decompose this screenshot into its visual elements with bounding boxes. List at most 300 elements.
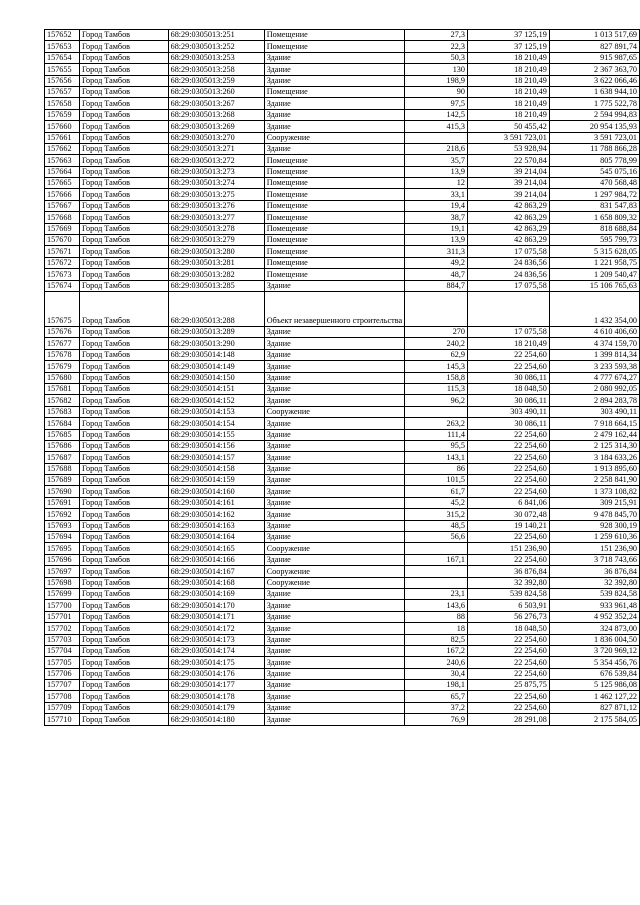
cell-object-type: Здание — [264, 75, 404, 86]
cell-row-number: 157708 — [45, 691, 80, 702]
cell-cadastral-number: 68:29:0305013:274 — [168, 178, 264, 189]
cell-cadastral-number: 68:29:0305014:155 — [168, 429, 264, 440]
cell-cadastral-number: 68:29:0305014:174 — [168, 645, 264, 656]
cell-specific-value: 22 254,60 — [467, 349, 549, 360]
cell-object-type: Здание — [264, 338, 404, 349]
cell-cadastral-value: 324 873,00 — [549, 623, 639, 634]
table-row — [45, 475, 640, 486]
cell-cadastral-number: 68:29:0305014:158 — [168, 463, 264, 474]
table-row — [45, 349, 640, 360]
table-row — [45, 235, 640, 246]
cell-area: 240,2 — [405, 338, 468, 349]
cell-municipality: Город Тамбов — [80, 200, 169, 211]
cell-object-type: Здание — [264, 657, 404, 668]
cell-municipality: Город Тамбов — [80, 189, 169, 200]
table-row — [45, 634, 640, 645]
table-row — [45, 486, 640, 497]
cell-cadastral-value: 1 913 895,60 — [549, 463, 639, 474]
cell-cadastral-number: 68:29:0305014:171 — [168, 611, 264, 622]
cell-specific-value: 18 210,49 — [467, 98, 549, 109]
cell-row-number: 157667 — [45, 200, 80, 211]
cell-municipality: Город Тамбов — [80, 155, 169, 166]
cell-row-number: 157657 — [45, 86, 80, 97]
cell-specific-value: 22 254,60 — [467, 486, 549, 497]
cell-area: 48,5 — [405, 520, 468, 531]
cell-row-number: 157670 — [45, 235, 80, 246]
cell-object-type: Сооружение — [264, 406, 404, 417]
cell-area: 263,2 — [405, 418, 468, 429]
cell-specific-value: 6 841,06 — [467, 497, 549, 508]
cell-specific-value: 25 875,75 — [467, 680, 549, 691]
cell-cadastral-value: 1 209 540,47 — [549, 269, 639, 280]
cell-cadastral-number: 68:29:0305013:252 — [168, 41, 264, 52]
cell-specific-value: 22 254,60 — [467, 440, 549, 451]
table-row — [45, 623, 640, 634]
cell-cadastral-number: 68:29:0305014:172 — [168, 623, 264, 634]
cell-row-number: 157678 — [45, 349, 80, 360]
table-row — [45, 30, 640, 41]
cell-municipality: Город Тамбов — [80, 41, 169, 52]
cell-municipality: Город Тамбов — [80, 691, 169, 702]
cell-cadastral-value: 1 297 984,72 — [549, 189, 639, 200]
cell-area: 884,7 — [405, 280, 468, 291]
cell-object-type: Здание — [264, 121, 404, 132]
cell-area: 61,7 — [405, 486, 468, 497]
cell-cadastral-number: 68:29:0305013:269 — [168, 121, 264, 132]
cell-object-type: Помещение — [264, 257, 404, 268]
cell-cadastral-number: 68:29:0305013:253 — [168, 52, 264, 63]
cell-row-number: 157676 — [45, 326, 80, 337]
cell-object-type: Здание — [264, 668, 404, 679]
table-row — [45, 588, 640, 599]
cell-specific-value: 22 254,60 — [467, 702, 549, 713]
cell-object-type: Здание — [264, 98, 404, 109]
cell-object-type: Здание — [264, 475, 404, 486]
cell-specific-value: 24 836,56 — [467, 269, 549, 280]
cell-row-number: 157683 — [45, 406, 80, 417]
cell-cadastral-number: 68:29:0305014:166 — [168, 554, 264, 565]
cell-municipality: Город Тамбов — [80, 520, 169, 531]
cell-object-type: Помещение — [264, 30, 404, 41]
cell-municipality: Город Тамбов — [80, 440, 169, 451]
cell-municipality: Город Тамбов — [80, 702, 169, 713]
cell-municipality: Город Тамбов — [80, 532, 169, 543]
cell-municipality: Город Тамбов — [80, 166, 169, 177]
cell-object-type: Здание — [264, 395, 404, 406]
cell-cadastral-number: 68:29:0305014:177 — [168, 680, 264, 691]
cell-cadastral-value: 5 125 986,08 — [549, 680, 639, 691]
cell-specific-value: 18 210,49 — [467, 109, 549, 120]
cell-cadastral-value: 303 490,11 — [549, 406, 639, 417]
cell-area: 198,1 — [405, 680, 468, 691]
cell-row-number: 157691 — [45, 497, 80, 508]
cell-cadastral-value: 831 547,83 — [549, 200, 639, 211]
table-row — [45, 132, 640, 143]
cell-municipality: Город Тамбов — [80, 623, 169, 634]
cell-cadastral-number: 68:29:0305014:161 — [168, 497, 264, 508]
cell-cadastral-value: 15 106 765,63 — [549, 280, 639, 291]
table-row — [45, 75, 640, 86]
table-row — [45, 600, 640, 611]
cell-specific-value: 39 214,04 — [467, 189, 549, 200]
cell-municipality: Город Тамбов — [80, 600, 169, 611]
cell-specific-value: 22 254,60 — [467, 361, 549, 372]
cell-municipality: Город Тамбов — [80, 645, 169, 656]
cell-object-type: Здание — [264, 554, 404, 565]
cell-municipality: Город Тамбов — [80, 143, 169, 154]
cell-specific-value: 22 254,60 — [467, 475, 549, 486]
cell-cadastral-value: 827 891,74 — [549, 41, 639, 52]
cell-specific-value: 539 824,58 — [467, 588, 549, 599]
cell-row-number: 157664 — [45, 166, 80, 177]
cell-cadastral-value: 928 300,19 — [549, 520, 639, 531]
cell-specific-value: 22 254,60 — [467, 657, 549, 668]
cell-cadastral-number: 68:29:0305014:165 — [168, 543, 264, 554]
cell-row-number: 157695 — [45, 543, 80, 554]
cell-object-type: Здание — [264, 280, 404, 291]
cell-specific-value: 22 254,60 — [467, 691, 549, 702]
cell-cadastral-value: 36 876,84 — [549, 566, 639, 577]
cell-cadastral-number: 68:29:0305013:260 — [168, 86, 264, 97]
cell-cadastral-value: 1 775 522,78 — [549, 98, 639, 109]
cell-specific-value: 22 254,60 — [467, 668, 549, 679]
cell-cadastral-value: 5 354 456,76 — [549, 657, 639, 668]
cell-cadastral-number: 68:29:0305014:169 — [168, 588, 264, 599]
cell-row-number: 157705 — [45, 657, 80, 668]
cell-cadastral-number: 68:29:0305014:180 — [168, 714, 264, 725]
cell-area: 76,9 — [405, 714, 468, 725]
cell-area: 115,3 — [405, 383, 468, 394]
cell-row-number: 157701 — [45, 611, 80, 622]
cell-area: 415,3 — [405, 121, 468, 132]
cell-municipality: Город Тамбов — [80, 98, 169, 109]
table-row — [45, 291, 640, 326]
cell-area: 240,6 — [405, 657, 468, 668]
cell-area: 22,3 — [405, 41, 468, 52]
cell-row-number: 157706 — [45, 668, 80, 679]
table-row — [45, 554, 640, 565]
cell-specific-value: 19 140,21 — [467, 520, 549, 531]
cell-object-type: Здание — [264, 109, 404, 120]
cell-object-type: Здание — [264, 611, 404, 622]
cell-row-number: 157681 — [45, 383, 80, 394]
cell-cadastral-value: 1 399 814,34 — [549, 349, 639, 360]
cell-row-number: 157703 — [45, 634, 80, 645]
cell-municipality: Город Тамбов — [80, 338, 169, 349]
cell-object-type: Здание — [264, 691, 404, 702]
cell-area: 48,7 — [405, 269, 468, 280]
table-row — [45, 269, 640, 280]
cell-municipality: Город Тамбов — [80, 223, 169, 234]
table-row — [45, 109, 640, 120]
cell-cadastral-number: 68:29:0305014:153 — [168, 406, 264, 417]
cell-municipality: Город Тамбов — [80, 75, 169, 86]
cell-specific-value: 50 455,42 — [467, 121, 549, 132]
cell-specific-value: 36 876,84 — [467, 566, 549, 577]
cell-area — [405, 566, 468, 577]
cell-specific-value: 22 254,60 — [467, 463, 549, 474]
cell-municipality: Город Тамбов — [80, 121, 169, 132]
cell-object-type: Здание — [264, 372, 404, 383]
cell-area: 88 — [405, 611, 468, 622]
cell-area: 18 — [405, 623, 468, 634]
table-row — [45, 383, 640, 394]
cell-area: 218,6 — [405, 143, 468, 154]
cell-municipality: Город Тамбов — [80, 52, 169, 63]
cell-object-type: Помещение — [264, 269, 404, 280]
cell-row-number: 157690 — [45, 486, 80, 497]
cell-row-number: 157654 — [45, 52, 80, 63]
cell-object-type: Помещение — [264, 166, 404, 177]
cell-row-number: 157700 — [45, 600, 80, 611]
cell-row-number: 157692 — [45, 509, 80, 520]
cell-cadastral-value: 2 175 584,05 — [549, 714, 639, 725]
cell-specific-value: 17 075,58 — [467, 280, 549, 291]
table-row — [45, 166, 640, 177]
cell-specific-value — [467, 291, 549, 326]
cell-municipality: Город Тамбов — [80, 406, 169, 417]
cell-area: 38,7 — [405, 212, 468, 223]
cell-specific-value: 22 254,60 — [467, 452, 549, 463]
cell-cadastral-number: 68:29:0305014:167 — [168, 566, 264, 577]
cell-row-number: 157693 — [45, 520, 80, 531]
cell-row-number: 157672 — [45, 257, 80, 268]
cell-area: 45,2 — [405, 497, 468, 508]
cell-area: 30,4 — [405, 668, 468, 679]
cell-cadastral-value: 3 622 066,46 — [549, 75, 639, 86]
cell-row-number: 157704 — [45, 645, 80, 656]
cell-cadastral-number: 68:29:0305014:175 — [168, 657, 264, 668]
cell-object-type: Здание — [264, 623, 404, 634]
cell-object-type: Здание — [264, 714, 404, 725]
cell-area: 19,4 — [405, 200, 468, 211]
cell-row-number: 157662 — [45, 143, 80, 154]
cell-area: 35,7 — [405, 155, 468, 166]
cell-cadastral-number: 68:29:0305014:151 — [168, 383, 264, 394]
cell-object-type: Сооружение — [264, 543, 404, 554]
cell-municipality: Город Тамбов — [80, 634, 169, 645]
cell-specific-value: 30 086,11 — [467, 395, 549, 406]
cell-municipality: Город Тамбов — [80, 326, 169, 337]
cell-object-type: Здание — [264, 440, 404, 451]
cell-area — [405, 577, 468, 588]
cell-municipality: Город Тамбов — [80, 714, 169, 725]
cell-object-type: Помещение — [264, 155, 404, 166]
cell-specific-value: 6 503,91 — [467, 600, 549, 611]
cell-municipality: Город Тамбов — [80, 395, 169, 406]
cell-cadastral-value: 3 720 969,12 — [549, 645, 639, 656]
cell-object-type: Здание — [264, 52, 404, 63]
cell-cadastral-number: 68:29:0305013:251 — [168, 30, 264, 41]
cell-specific-value: 42 863,29 — [467, 235, 549, 246]
cell-area — [405, 132, 468, 143]
cell-object-type: Здание — [264, 532, 404, 543]
cell-cadastral-value: 2 125 314,30 — [549, 440, 639, 451]
cell-cadastral-number: 68:29:0305014:154 — [168, 418, 264, 429]
cell-area: 143,1 — [405, 452, 468, 463]
cell-cadastral-number: 68:29:0305013:288 — [168, 291, 264, 326]
cell-cadastral-value: 595 799,73 — [549, 235, 639, 246]
table-row — [45, 200, 640, 211]
cell-municipality: Город Тамбов — [80, 588, 169, 599]
table-row — [45, 714, 640, 725]
cell-municipality: Город Тамбов — [80, 269, 169, 280]
cell-municipality: Город Тамбов — [80, 554, 169, 565]
cell-row-number: 157699 — [45, 588, 80, 599]
cell-municipality: Город Тамбов — [80, 246, 169, 257]
cell-cadastral-value: 1 836 004,50 — [549, 634, 639, 645]
cell-municipality: Город Тамбов — [80, 349, 169, 360]
cell-cadastral-number: 68:29:0305013:275 — [168, 189, 264, 200]
cell-row-number: 157680 — [45, 372, 80, 383]
cell-cadastral-number: 68:29:0305013:278 — [168, 223, 264, 234]
cell-row-number: 157663 — [45, 155, 80, 166]
cell-municipality: Город Тамбов — [80, 452, 169, 463]
cell-cadastral-value: 805 778,99 — [549, 155, 639, 166]
cell-object-type: Здание — [264, 600, 404, 611]
table-row — [45, 223, 640, 234]
cell-area: 111,4 — [405, 429, 468, 440]
cell-cadastral-value: 3 591 723,01 — [549, 132, 639, 143]
cell-row-number: 157710 — [45, 714, 80, 725]
table-row — [45, 41, 640, 52]
cell-area: 145,3 — [405, 361, 468, 372]
cell-row-number: 157679 — [45, 361, 80, 372]
cell-cadastral-value: 9 478 845,70 — [549, 509, 639, 520]
cell-cadastral-number: 68:29:0305013:267 — [168, 98, 264, 109]
cell-cadastral-value: 827 871,12 — [549, 702, 639, 713]
table-row — [45, 52, 640, 63]
cell-object-type: Объект незавершенного строительства — [264, 291, 404, 326]
cell-municipality: Город Тамбов — [80, 178, 169, 189]
cell-municipality: Город Тамбов — [80, 86, 169, 97]
cell-specific-value: 30 086,11 — [467, 418, 549, 429]
table-row — [45, 280, 640, 291]
cell-row-number: 157673 — [45, 269, 80, 280]
cell-cadastral-value: 1 638 944,10 — [549, 86, 639, 97]
cell-cadastral-value: 545 075,16 — [549, 166, 639, 177]
cell-object-type: Здание — [264, 452, 404, 463]
cell-cadastral-value: 4 777 674,27 — [549, 372, 639, 383]
cell-cadastral-value: 539 824,58 — [549, 588, 639, 599]
cell-object-type: Здание — [264, 64, 404, 75]
cell-cadastral-value: 2 367 363,70 — [549, 64, 639, 75]
cell-specific-value: 32 392,80 — [467, 577, 549, 588]
table-row — [45, 452, 640, 463]
cell-cadastral-number: 68:29:0305013:285 — [168, 280, 264, 291]
cell-cadastral-value: 2 080 992,05 — [549, 383, 639, 394]
cell-cadastral-value: 20 954 135,93 — [549, 121, 639, 132]
cell-area — [405, 543, 468, 554]
cell-cadastral-number: 68:29:0305014:157 — [168, 452, 264, 463]
cell-municipality: Город Тамбов — [80, 235, 169, 246]
cell-cadastral-value: 915 987,65 — [549, 52, 639, 63]
cell-cadastral-number: 68:29:0305013:258 — [168, 64, 264, 75]
cell-row-number: 157696 — [45, 554, 80, 565]
cell-area: 82,5 — [405, 634, 468, 645]
cell-row-number: 157661 — [45, 132, 80, 143]
cell-cadastral-number: 68:29:0305014:148 — [168, 349, 264, 360]
cell-specific-value: 53 928,94 — [467, 143, 549, 154]
cell-specific-value: 17 075,58 — [467, 246, 549, 257]
cell-area: 95,5 — [405, 440, 468, 451]
cell-cadastral-number: 68:29:0305014:160 — [168, 486, 264, 497]
cell-cadastral-value: 3 718 743,66 — [549, 554, 639, 565]
cell-row-number: 157677 — [45, 338, 80, 349]
cell-cadastral-value: 3 184 633,26 — [549, 452, 639, 463]
cell-municipality: Город Тамбов — [80, 257, 169, 268]
cell-area: 142,5 — [405, 109, 468, 120]
table-row — [45, 702, 640, 713]
cell-row-number: 157653 — [45, 41, 80, 52]
cell-area — [405, 291, 468, 326]
table-body — [45, 30, 640, 726]
cell-specific-value: 18 048,50 — [467, 623, 549, 634]
cell-row-number: 157686 — [45, 440, 80, 451]
cell-cadastral-value: 32 392,80 — [549, 577, 639, 588]
cell-specific-value: 24 836,56 — [467, 257, 549, 268]
cell-specific-value: 18 210,49 — [467, 75, 549, 86]
cell-cadastral-number: 68:29:0305013:270 — [168, 132, 264, 143]
cell-area: 158,8 — [405, 372, 468, 383]
cell-object-type: Помещение — [264, 212, 404, 223]
cell-cadastral-value: 2 894 283,78 — [549, 395, 639, 406]
cell-object-type: Здание — [264, 326, 404, 337]
cell-row-number: 157675 — [45, 291, 80, 326]
cell-area: 96,2 — [405, 395, 468, 406]
cell-object-type: Здание — [264, 634, 404, 645]
cell-cadastral-value: 5 315 628,05 — [549, 246, 639, 257]
cell-cadastral-number: 68:29:0305014:164 — [168, 532, 264, 543]
cell-row-number: 157685 — [45, 429, 80, 440]
table-row — [45, 98, 640, 109]
cell-municipality: Город Тамбов — [80, 30, 169, 41]
cell-object-type: Здание — [264, 520, 404, 531]
cell-object-type: Помещение — [264, 189, 404, 200]
cell-municipality: Город Тамбов — [80, 611, 169, 622]
cell-specific-value: 18 210,49 — [467, 86, 549, 97]
cell-object-type: Помещение — [264, 223, 404, 234]
cell-cadastral-value: 2 479 162,44 — [549, 429, 639, 440]
cell-specific-value: 42 863,29 — [467, 223, 549, 234]
cell-row-number: 157694 — [45, 532, 80, 543]
cell-cadastral-value: 933 961,48 — [549, 600, 639, 611]
cell-specific-value: 39 214,04 — [467, 166, 549, 177]
cell-municipality: Город Тамбов — [80, 486, 169, 497]
cell-municipality: Город Тамбов — [80, 680, 169, 691]
cell-cadastral-value: 470 568,48 — [549, 178, 639, 189]
cell-municipality: Город Тамбов — [80, 64, 169, 75]
cell-municipality: Город Тамбов — [80, 280, 169, 291]
table-row — [45, 361, 640, 372]
cell-row-number: 157687 — [45, 452, 80, 463]
cell-municipality: Город Тамбов — [80, 212, 169, 223]
cell-municipality: Город Тамбов — [80, 577, 169, 588]
cell-object-type: Помещение — [264, 235, 404, 246]
cell-row-number: 157652 — [45, 30, 80, 41]
cell-cadastral-value: 2 594 994,83 — [549, 109, 639, 120]
table-row — [45, 155, 640, 166]
cell-cadastral-value: 2 258 841,90 — [549, 475, 639, 486]
table-row — [45, 326, 640, 337]
cell-cadastral-value: 7 918 664,15 — [549, 418, 639, 429]
cell-area: 130 — [405, 64, 468, 75]
cell-area: 12 — [405, 178, 468, 189]
table-row — [45, 338, 640, 349]
cell-specific-value: 303 490,11 — [467, 406, 549, 417]
cell-cadastral-number: 68:29:0305013:259 — [168, 75, 264, 86]
cell-specific-value: 56 276,73 — [467, 611, 549, 622]
